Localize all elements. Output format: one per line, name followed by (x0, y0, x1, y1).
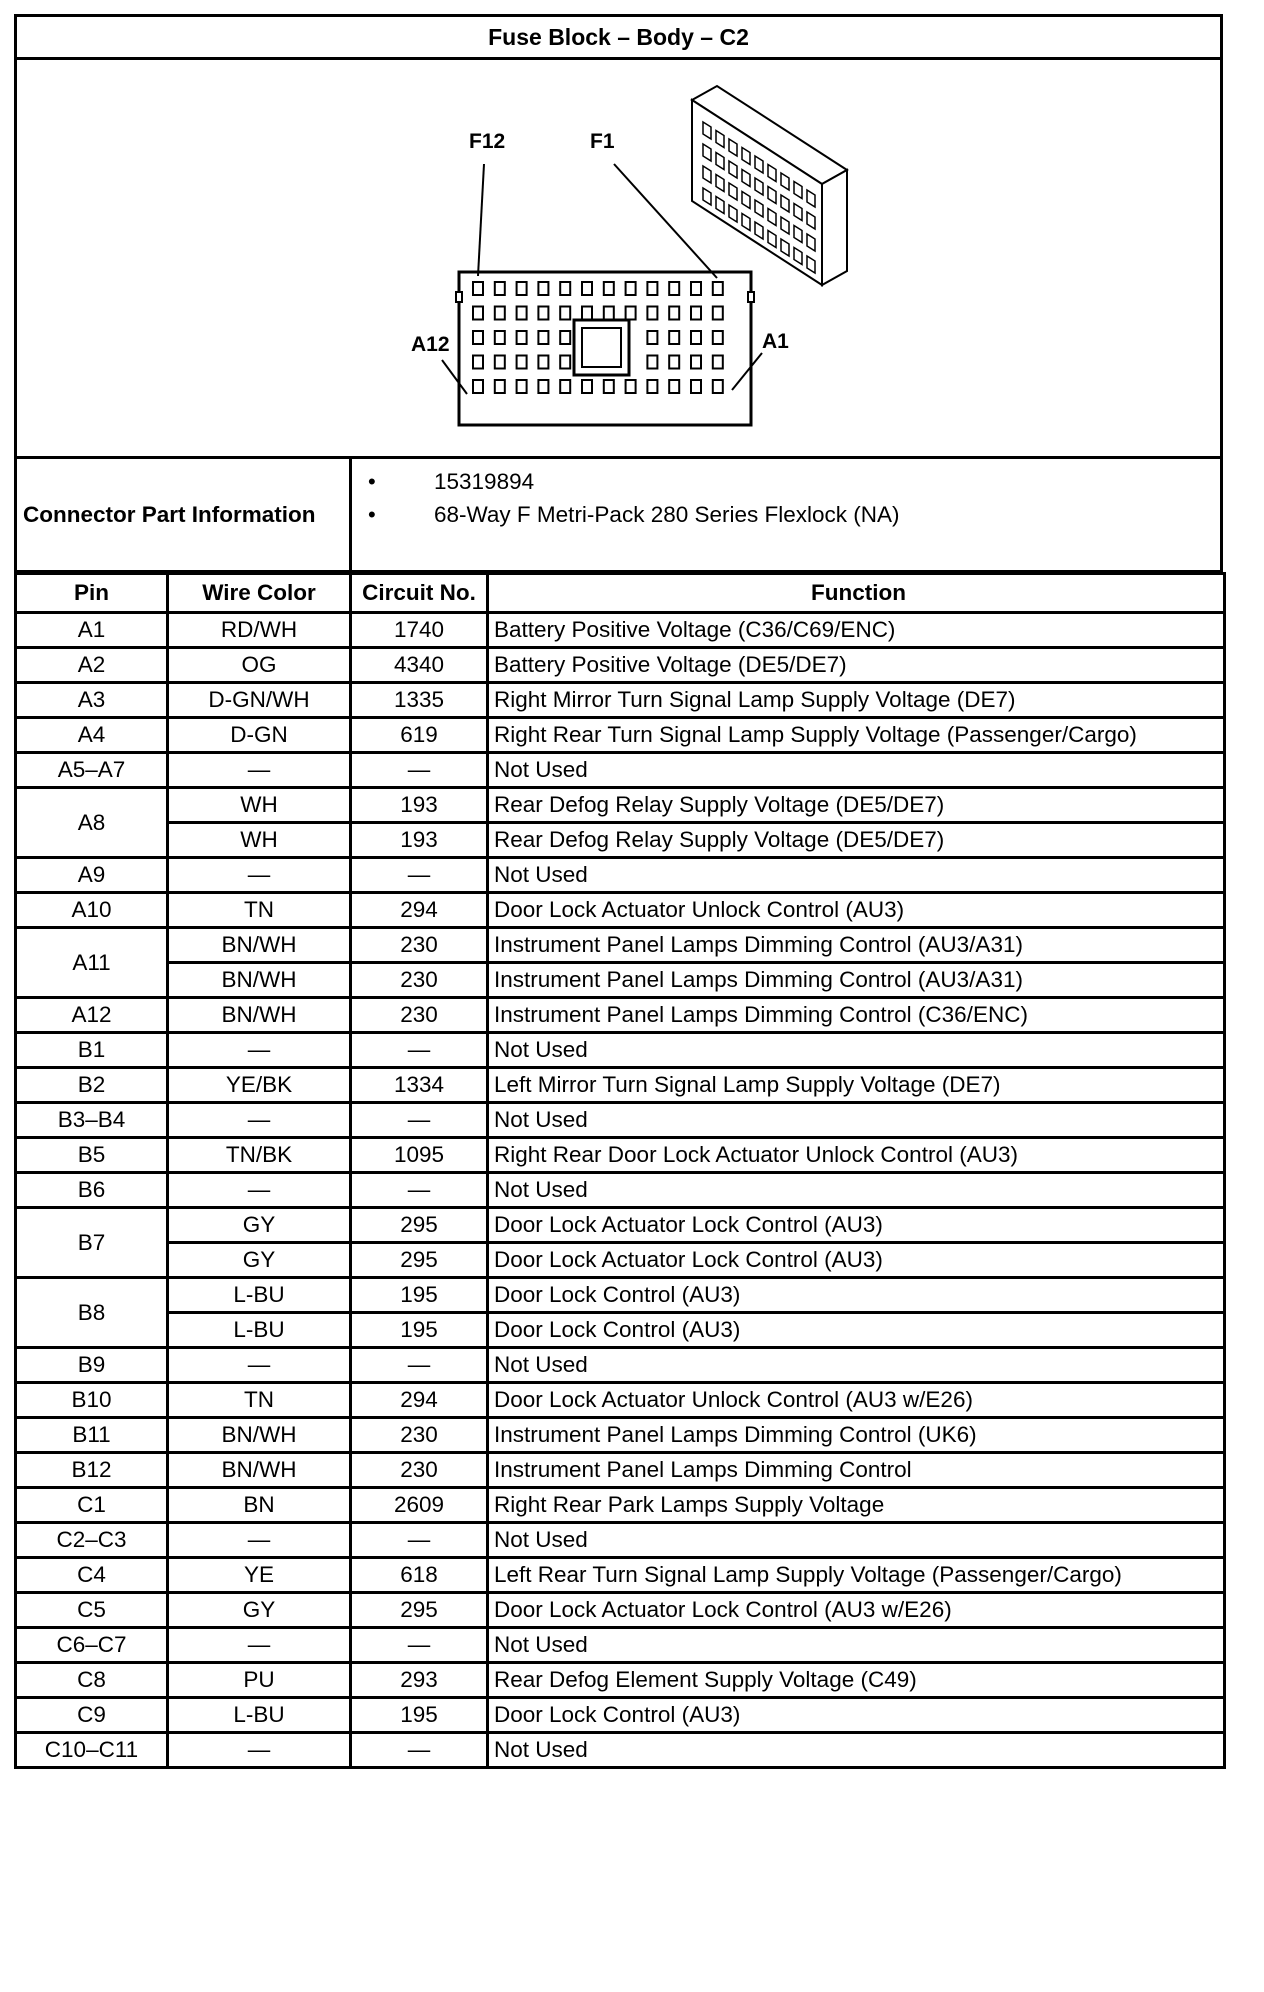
function-cell: Not Used (488, 1348, 1225, 1383)
circuit-cell: 294 (351, 893, 488, 928)
circuit-cell: 195 (351, 1698, 488, 1733)
wire-color-cell: — (168, 1523, 351, 1558)
function-cell: Instrument Panel Lamps Dimming Control (UK6) (488, 1418, 1225, 1453)
pin-cavity (517, 307, 527, 320)
pin-cavity (604, 380, 614, 393)
table-row (16, 1138, 1225, 1173)
pin-cavity (517, 380, 527, 393)
function-cell: Instrument Panel Lamps Dimming Control (AU3/A31) (488, 928, 1225, 963)
pin-cell: B10 (16, 1383, 168, 1418)
wire-color-cell: — (168, 1173, 351, 1208)
pin-cavity (691, 356, 701, 369)
label-a1: A1 (762, 330, 789, 353)
function-cell: Door Lock Control (AU3) (488, 1278, 1225, 1313)
function-cell: Right Rear Door Lock Actuator Unlock Control (AU3) (488, 1138, 1225, 1173)
pin-cavity (647, 356, 657, 369)
table-row (16, 683, 1225, 718)
pin-cavity (713, 282, 723, 295)
function-cell: Instrument Panel Lamps Dimming Control (488, 1453, 1225, 1488)
pin-cell: A4 (16, 718, 168, 753)
table-row (16, 998, 1225, 1033)
pin-cavity (626, 380, 636, 393)
circuit-cell: — (351, 858, 488, 893)
circuit-cell: — (351, 1033, 488, 1068)
circuit-cell: — (351, 1348, 488, 1383)
circuit-cell: 230 (351, 928, 488, 963)
table-row (16, 1313, 1225, 1348)
pin-cell: B9 (16, 1348, 168, 1383)
label-a12: A12 (411, 333, 450, 356)
pin-cell: A11 (16, 928, 168, 998)
function-cell: Right Rear Turn Signal Lamp Supply Voltage (Passenger/Cargo) (488, 718, 1225, 753)
circuit-cell: 230 (351, 1453, 488, 1488)
pin-cell: C2–C3 (16, 1523, 168, 1558)
table-row (16, 1278, 1225, 1313)
circuit-cell: 4340 (351, 648, 488, 683)
pin-cell: A9 (16, 858, 168, 893)
pin-table-body (16, 613, 1225, 1768)
function-cell: Right Mirror Turn Signal Lamp Supply Voltage (DE7) (488, 683, 1225, 718)
table-row (16, 1593, 1225, 1628)
right-latch (748, 292, 754, 302)
pin-cavity (560, 282, 570, 295)
function-cell: Door Lock Actuator Lock Control (AU3) (488, 1208, 1225, 1243)
pin-cell: B5 (16, 1138, 168, 1173)
function-cell: Not Used (488, 1103, 1225, 1138)
wire-color-cell: OG (168, 648, 351, 683)
pin-cavity (473, 331, 483, 344)
connector-part-info (14, 456, 1223, 573)
pin-cell: A8 (16, 788, 168, 858)
function-cell: Not Used (488, 1033, 1225, 1068)
wire-color-cell: BN/WH (168, 1418, 351, 1453)
wire-color-cell: TN/BK (168, 1138, 351, 1173)
table-row (16, 1208, 1225, 1243)
pin-cavity (517, 282, 527, 295)
wire-color-cell: TN (168, 893, 351, 928)
wire-color-cell: YE (168, 1558, 351, 1593)
function-cell: Not Used (488, 753, 1225, 788)
connector-face (456, 272, 754, 425)
wire-color-cell: BN/WH (168, 1453, 351, 1488)
table-row (16, 893, 1225, 928)
pin-cavity (538, 380, 548, 393)
pin-cell: B3–B4 (16, 1103, 168, 1138)
table-row (16, 1698, 1225, 1733)
pin-cell: A3 (16, 683, 168, 718)
function-cell: Rear Defog Element Supply Voltage (C49) (488, 1663, 1225, 1698)
pin-cavity (538, 307, 548, 320)
pin-cavity (669, 282, 679, 295)
pin-cavity (473, 356, 483, 369)
circuit-cell: 195 (351, 1313, 488, 1348)
pin-cavity (647, 331, 657, 344)
pin-cell: C9 (16, 1698, 168, 1733)
pin-cavity (560, 356, 570, 369)
pin-cavity (669, 331, 679, 344)
circuit-cell: 295 (351, 1243, 488, 1278)
pin-cavity (495, 307, 505, 320)
function-cell: Right Rear Park Lamps Supply Voltage (488, 1488, 1225, 1523)
circuit-cell: 295 (351, 1208, 488, 1243)
circuit-cell: 618 (351, 1558, 488, 1593)
wire-color-cell: YE/BK (168, 1068, 351, 1103)
part-number: • 15319894 (362, 465, 900, 498)
pin-cavity (669, 380, 679, 393)
pin-cavity (713, 331, 723, 344)
wire-color-cell: L-BU (168, 1278, 351, 1313)
pin-cavity (560, 380, 570, 393)
label-f12: F12 (469, 130, 506, 153)
circuit-cell: 230 (351, 998, 488, 1033)
wire-color-cell: GY (168, 1243, 351, 1278)
wire-color-cell: D-GN/WH (168, 683, 351, 718)
pin-cavity (538, 282, 548, 295)
pin-cell: C5 (16, 1593, 168, 1628)
pin-cavity (495, 380, 505, 393)
function-cell: Not Used (488, 1628, 1225, 1663)
pin-cavity (713, 356, 723, 369)
header-pin: Pin (16, 574, 168, 613)
circuit-cell: 230 (351, 963, 488, 998)
table-row (16, 1663, 1225, 1698)
function-cell: Left Mirror Turn Signal Lamp Supply Voltage (DE7) (488, 1068, 1225, 1103)
pin-cavity (582, 282, 592, 295)
header-circuit: Circuit No. (351, 574, 488, 613)
table-row (16, 1103, 1225, 1138)
function-cell: Door Lock Actuator Unlock Control (AU3 w/E26) (488, 1383, 1225, 1418)
function-cell: Battery Positive Voltage (DE5/DE7) (488, 648, 1225, 683)
wire-color-cell: WH (168, 823, 351, 858)
wire-color-cell: — (168, 1628, 351, 1663)
wire-color-cell: GY (168, 1593, 351, 1628)
pin-cell: B7 (16, 1208, 168, 1278)
circuit-cell: — (351, 1523, 488, 1558)
table-row (16, 1173, 1225, 1208)
pin-cavity (517, 356, 527, 369)
function-cell: Door Lock Actuator Lock Control (AU3) (488, 1243, 1225, 1278)
pin-cell: C8 (16, 1663, 168, 1698)
table-row (16, 1628, 1225, 1663)
circuit-cell: 1335 (351, 683, 488, 718)
pin-cavity (495, 282, 505, 295)
pin-cavity (647, 307, 657, 320)
wire-color-cell: BN (168, 1488, 351, 1523)
pin-cavity (713, 307, 723, 320)
circuit-cell: 295 (351, 1593, 488, 1628)
page-title: Fuse Block – Body – C2 (14, 14, 1223, 60)
pin-cavity (473, 380, 483, 393)
circuit-cell: 193 (351, 823, 488, 858)
wire-color-cell: L-BU (168, 1698, 351, 1733)
circuit-cell: 195 (351, 1278, 488, 1313)
pin-cavity (604, 282, 614, 295)
pin-cavity (538, 331, 548, 344)
pin-cell: C1 (16, 1488, 168, 1523)
table-row (16, 788, 1225, 823)
wire-color-cell: — (168, 1033, 351, 1068)
function-cell: Not Used (488, 1173, 1225, 1208)
function-cell: Door Lock Control (AU3) (488, 1698, 1225, 1733)
pin-cell: A2 (16, 648, 168, 683)
pin-cavity (582, 307, 592, 320)
connector-info-list (362, 459, 900, 531)
circuit-cell: — (351, 1103, 488, 1138)
function-cell: Rear Defog Relay Supply Voltage (DE5/DE7) (488, 823, 1225, 858)
circuit-cell: 1095 (351, 1138, 488, 1173)
wire-color-cell: GY (168, 1208, 351, 1243)
circuit-cell: 230 (351, 1418, 488, 1453)
circuit-cell: 1334 (351, 1068, 488, 1103)
function-cell: Instrument Panel Lamps Dimming Control (AU3/A31) (488, 963, 1225, 998)
circuit-cell: 293 (351, 1663, 488, 1698)
pin-cavity (647, 380, 657, 393)
pin-cavity (560, 307, 570, 320)
function-cell: Not Used (488, 1523, 1225, 1558)
pin-cavity (582, 380, 592, 393)
wire-color-cell: — (168, 1348, 351, 1383)
pin-cavity (713, 380, 723, 393)
table-row (16, 858, 1225, 893)
pin-cavity (473, 282, 483, 295)
table-row (16, 1453, 1225, 1488)
function-cell: Door Lock Actuator Lock Control (AU3 w/E26) (488, 1593, 1225, 1628)
pin-cavity (691, 307, 701, 320)
header-function: Function (488, 574, 1225, 613)
center-key-inner (582, 328, 621, 367)
wire-color-cell: BN/WH (168, 998, 351, 1033)
pin-cell: A1 (16, 613, 168, 648)
label-f1: F1 (590, 130, 615, 153)
table-row (16, 613, 1225, 648)
pin-cell: C6–C7 (16, 1628, 168, 1663)
pin-cell: B8 (16, 1278, 168, 1348)
connector-description: • 68-Way F Metri-Pack 280 Series Flexlock (NA) (362, 498, 900, 531)
table-row (16, 1733, 1225, 1768)
circuit-cell: — (351, 1733, 488, 1768)
function-cell: Not Used (488, 858, 1225, 893)
pin-cavity (560, 331, 570, 344)
pin-cavity (495, 356, 505, 369)
table-row (16, 1523, 1225, 1558)
wire-color-cell: — (168, 753, 351, 788)
header-wire-color: Wire Color (168, 574, 351, 613)
table-row (16, 1033, 1225, 1068)
circuit-cell: — (351, 1628, 488, 1663)
wire-color-cell: PU (168, 1663, 351, 1698)
pin-cavity (691, 331, 701, 344)
pin-cavity (495, 331, 505, 344)
pin-cavity (669, 356, 679, 369)
table-row (16, 928, 1225, 963)
wire-color-cell: RD/WH (168, 613, 351, 648)
table-row (16, 753, 1225, 788)
circuit-cell: 1740 (351, 613, 488, 648)
pin-cell: C10–C11 (16, 1733, 168, 1768)
wire-color-cell: D-GN (168, 718, 351, 753)
pin-cell: A5–A7 (16, 753, 168, 788)
table-row (16, 1488, 1225, 1523)
pin-cavity (604, 307, 614, 320)
pin-table (14, 572, 1226, 1769)
pin-cavity (538, 356, 548, 369)
circuit-cell: — (351, 753, 488, 788)
pin-cavity (626, 282, 636, 295)
wire-color-cell: L-BU (168, 1313, 351, 1348)
wire-color-cell: — (168, 1103, 351, 1138)
connector-diagram (14, 57, 1223, 459)
wire-color-cell: — (168, 1733, 351, 1768)
table-row (16, 1418, 1225, 1453)
function-cell: Not Used (488, 1733, 1225, 1768)
connector-info-label: Connector Part Information (17, 459, 352, 570)
pin-cavity (691, 282, 701, 295)
pin-cell: B6 (16, 1173, 168, 1208)
pin-cavity (669, 307, 679, 320)
circuit-cell: 619 (351, 718, 488, 753)
function-cell: Rear Defog Relay Supply Voltage (DE5/DE7) (488, 788, 1225, 823)
pin-cavity (626, 307, 636, 320)
table-row (16, 1558, 1225, 1593)
function-cell: Battery Positive Voltage (C36/C69/ENC) (488, 613, 1225, 648)
pin-cell: C4 (16, 1558, 168, 1593)
wire-color-cell: BN/WH (168, 963, 351, 998)
function-cell: Door Lock Actuator Unlock Control (AU3) (488, 893, 1225, 928)
pin-cavity (517, 331, 527, 344)
table-row (16, 1243, 1225, 1278)
function-cell: Instrument Panel Lamps Dimming Control (C36/ENC) (488, 998, 1225, 1033)
pin-cell: B11 (16, 1418, 168, 1453)
table-header-row (16, 574, 1225, 613)
table-row (16, 1068, 1225, 1103)
circuit-cell: 294 (351, 1383, 488, 1418)
wire-color-cell: TN (168, 1383, 351, 1418)
pin-cavity (691, 380, 701, 393)
function-cell: Left Rear Turn Signal Lamp Supply Voltage (Passenger/Cargo) (488, 1558, 1225, 1593)
table-row (16, 648, 1225, 683)
table-row (16, 1348, 1225, 1383)
callout-line-f12 (478, 164, 484, 276)
wire-color-cell: BN/WH (168, 928, 351, 963)
pin-cell: A10 (16, 893, 168, 928)
table-row (16, 963, 1225, 998)
iso-front-face (822, 170, 847, 285)
connector-drawing (17, 60, 1220, 456)
circuit-cell: 193 (351, 788, 488, 823)
pin-cavity (473, 307, 483, 320)
function-cell: Door Lock Control (AU3) (488, 1313, 1225, 1348)
pin-cell: B1 (16, 1033, 168, 1068)
table-row (16, 1383, 1225, 1418)
circuit-cell: 2609 (351, 1488, 488, 1523)
pin-cavity (647, 282, 657, 295)
left-latch (456, 292, 462, 302)
pin-cell: B12 (16, 1453, 168, 1488)
pin-cell: B2 (16, 1068, 168, 1103)
circuit-cell: — (351, 1173, 488, 1208)
wire-color-cell: WH (168, 788, 351, 823)
table-row (16, 823, 1225, 858)
wire-color-cell: — (168, 858, 351, 893)
table-row (16, 718, 1225, 753)
pin-cell: A12 (16, 998, 168, 1033)
